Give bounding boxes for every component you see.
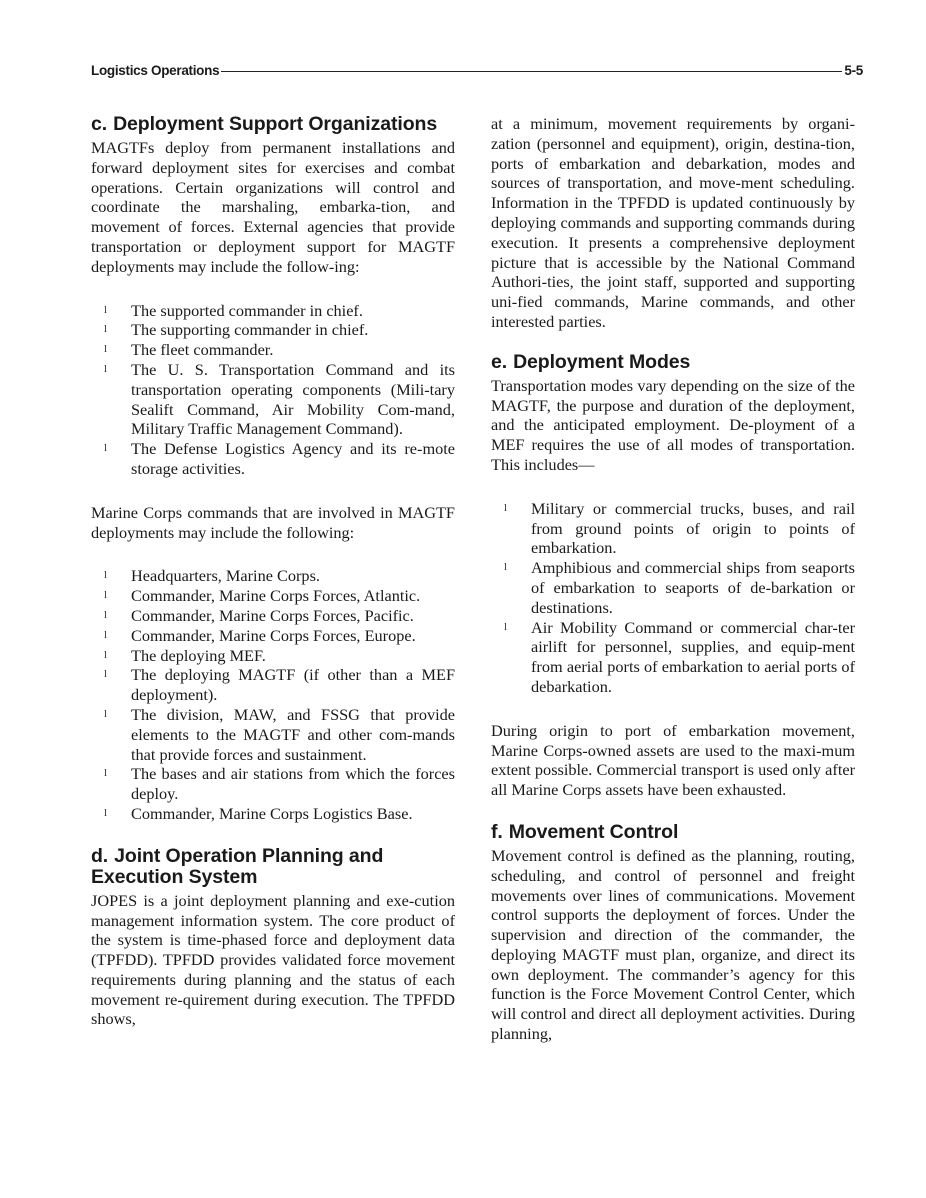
- running-header: [91, 60, 863, 80]
- page-number: 5-5: [844, 62, 863, 78]
- list-item: l Commander, Marine Corps Forces, Atlantic.: [104, 586, 421, 606]
- list-item: l The U. S. Transportation Command and its transportation operating components (Mili-tary Sealift Command, Air Mobility Com-mand, Military Traffic Management Command).: [104, 359, 455, 439]
- list-item: l The supporting commander in chief.: [104, 320, 369, 340]
- list-item: l Commander, Marine Corps Forces, Pacific.: [104, 605, 414, 625]
- bullet-icon: l: [104, 303, 108, 316]
- list-item: l Air Mobility Command or commercial char-ter airlift for personnel, supplies, and equip-ment from aerial ports of embarkation to aerial ports of debarkation.: [504, 617, 855, 696]
- bullet-icon: l: [104, 628, 108, 641]
- section-e-intro: Transportation modes vary depending on the size of the MAGTF, the purpose and duration of the deployment, and the anticipated employment. De-ployment of a MEF requires the use of all modes of transportation. This includes—: [491, 375, 855, 474]
- section-c-heading: c. Deployment Support Organizations: [91, 113, 438, 135]
- bullet-icon: l: [104, 767, 108, 780]
- bullet-icon: l: [104, 589, 108, 602]
- bullet-icon: l: [104, 323, 108, 336]
- bullet-icon: l: [104, 668, 108, 681]
- section-f-heading: f. Movement Control: [491, 820, 679, 843]
- bullet-icon: l: [104, 569, 108, 582]
- header-title: Logistics Operations: [91, 62, 220, 78]
- bullet-icon: l: [104, 707, 108, 720]
- mc-commands-intro: Marine Corps commands that are involved in MAGTF deployments may include the following:: [91, 502, 455, 542]
- list-item: l The bases and air stations from which the forces deploy.: [104, 764, 455, 804]
- mc-commands-list: [91, 566, 455, 823]
- bullet-icon: l: [104, 608, 108, 621]
- list-item: l The fleet commander.: [104, 340, 274, 360]
- bullet-icon: l: [504, 501, 508, 514]
- right-column: [491, 114, 855, 1044]
- bullet-icon: l: [104, 442, 108, 455]
- section-e-heading: e. Deployment Modes: [491, 350, 691, 373]
- bullet-icon: l: [104, 343, 108, 356]
- bullet-icon: l: [104, 362, 108, 375]
- deployment-modes-list: [491, 499, 855, 697]
- list-item: l The deploying MEF.: [104, 645, 266, 665]
- left-column: [91, 114, 455, 1029]
- bullet-icon: l: [504, 620, 508, 633]
- section-d-body: JOPES is a joint deployment planning and exe-cution management information system. The core product of the system is time-phased force and deployment data (TPFDD). TPFDD provides validated force movement requirements during planning and the status of each movement re-quirement during execution. The TPFDD shows,: [91, 890, 455, 1029]
- bullet-icon: l: [104, 806, 108, 819]
- header-rule: [221, 71, 842, 72]
- bullet-icon: l: [504, 561, 508, 574]
- list-item: l Amphibious and commercial ships from seaports of embarkation to seaports of de-barkation or destinations.: [504, 558, 855, 617]
- list-item: l The deploying MAGTF (if other than a MEF deployment).: [104, 665, 455, 705]
- section-d-continued: at a minimum, movement requirements by organi-zation (personnel and equipment), origin, destina-tion, ports of embarkation and debarkation, modes and sources of transportation, and move-ment scheduling. Information in the TPFDD is updated continuously by deploying commands and supporting commands during execution. It presents a comprehensive deployment picture that is accessible by the National Command Authori-ties, the joint staff, supported and supporting uni-fied commands, Marine commands, and other interested parties.: [491, 114, 855, 331]
- list-item: l Commander, Marine Corps Forces, Europe.: [104, 625, 416, 645]
- list-item: l Commander, Marine Corps Logistics Base.: [104, 803, 413, 823]
- list-item: l The supported commander in chief.: [104, 300, 363, 320]
- list-item: l The Defense Logistics Agency and its re-mote storage activities.: [104, 439, 455, 478]
- list-item: l The division, MAW, and FSSG that provide elements to the MAGTF and other com-mands that provide forces and sustainment.: [104, 704, 455, 764]
- section-f-body: Movement control is defined as the planning, routing, scheduling, and control of personnel and freight movements over lines of communications. Movement control supports the deployment of forces. Under the supervision and direction of the commander, the deploying MAGTF must plan, organize, and direct its own deployment. The commander’s agency for this function is the Force Movement Control Center, which will control and direct all deployment activities. During planning,: [491, 845, 855, 1044]
- external-agencies-list: [91, 301, 455, 479]
- section-c-intro: MAGTFs deploy from permanent installations and forward deployment sites for exercises and combat operations. Certain organizations will control and coordinate the marshaling, embarka-tion, and movement of forces. External agencies that provide transportation or deployment support for MAGTF deployments may include the follow-ing:: [91, 138, 455, 276]
- list-item: l Military or commercial trucks, buses, and rail from ground points of origin to points of embarkation.: [504, 498, 855, 558]
- list-item: l Headquarters, Marine Corps.: [104, 566, 320, 586]
- section-e-closing: During origin to port of embarkation movement, Marine Corps-owned assets are used to the maxi-mum extent possible. Commercial transport is used only after all Marine Corps assets have been exhausted.: [491, 720, 855, 800]
- section-d-heading: d. Joint Operation Planning and Execution System: [91, 844, 384, 888]
- bullet-icon: l: [104, 648, 108, 661]
